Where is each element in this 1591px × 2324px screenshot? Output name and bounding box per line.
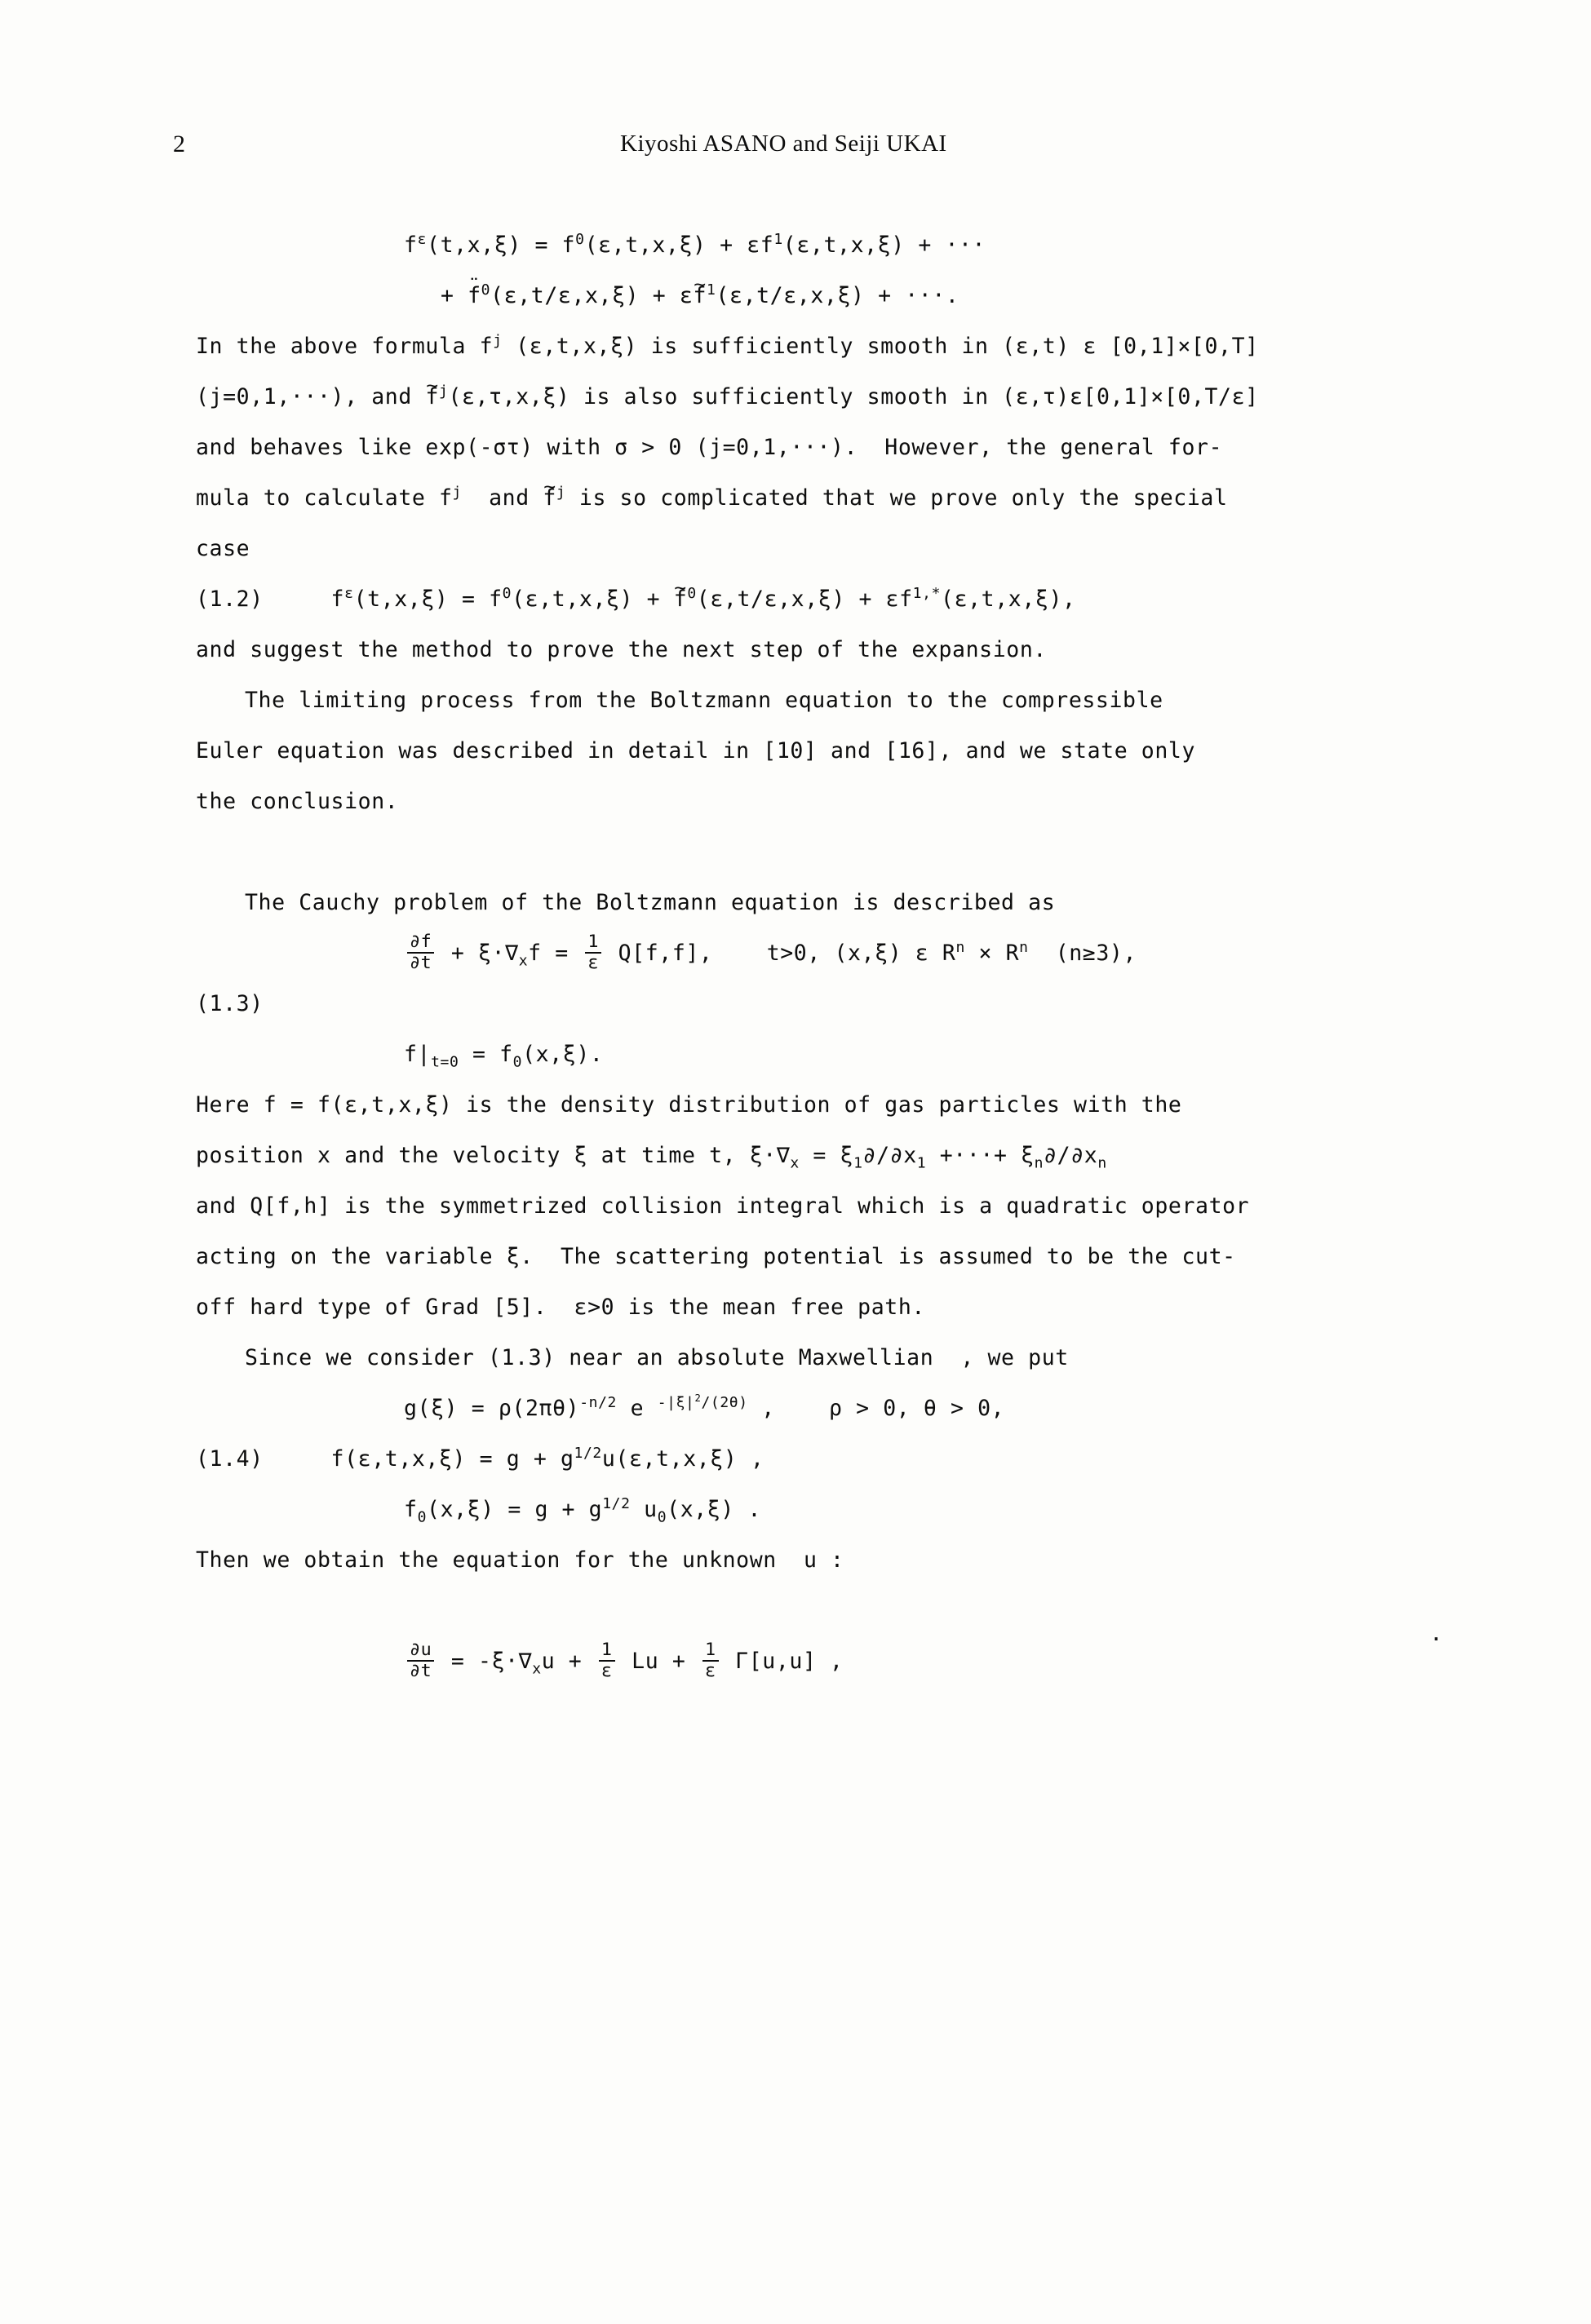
page-body-text (196, 220, 1403, 1687)
text-line: and Q[f,h] is the symmetrized collision integral which is a quadratic operator (196, 1193, 1250, 1219)
text-line: $\frac{\partial u}{\partial t}$ = $-\xi\cdot\nabla_xu$ + $\frac{1}{\varepsilon}$ Lu + $\frac{1}{\varepsilon}$ Γ[u,u] , (196, 1636, 1403, 1687)
text-line: In the above formula $f^j$ (ε,t,x,ξ) is sufficiently smooth in (ε,t) ε [0,1]×[0,T] (196, 332, 1259, 359)
text-line: $f_0(x,\xi) = g + g^{1/2}$ $u_0(x,\xi)$ . (404, 1495, 762, 1526)
text-line: off hard type of Grad [5]. ε>0 is the mean free path. (196, 1295, 925, 1320)
text-line: The limiting process from the Boltzmann equation to the compressible (245, 688, 1163, 713)
text-line: and suggest the method to prove the next step of the expansion. (196, 637, 1047, 662)
running-head: Kiyoshi ASANO and Seiji UKAI (620, 131, 947, 157)
text-line (196, 1586, 1403, 1636)
stray-ink-mark: . (1429, 1622, 1443, 1646)
text-line: Then we obtain the equation for the unknown u : (196, 1547, 844, 1573)
text-line: $g(\xi) = \rho(2\pi\theta)^{-n/2}$ e $^{-|\xi|^2/(2\theta)}$ , ρ > 0, θ > 0, (404, 1392, 1005, 1421)
text-line: and behaves like exp(-στ) with σ > 0 (j=0,1,···). However, the general for- (196, 435, 1223, 460)
text-line: $f|_{t=0} = f_0(x,\xi)$. (404, 1042, 604, 1071)
text-line: Euler equation was described in detail in [10] and [16], and we state only (196, 738, 1196, 764)
text-line: The Cauchy problem of the Boltzmann equation is described as (245, 890, 1056, 915)
text-line: the conclusion. (196, 789, 399, 814)
text-line: $\frac{\partial f}{\partial t}$ + $\xi\cdot\nabla_xf$ = $\frac{1}{\varepsilon}$ Q[f,f], t>0, (x,ξ) ε $R^n \times R^n$ (n≥3), (196, 928, 1403, 979)
text-line: (1.3) (196, 991, 264, 1016)
page-number: 2 (173, 131, 185, 157)
text-line: acting on the variable ξ. The scattering potential is assumed to be the cut- (196, 1244, 1236, 1269)
text-line (196, 827, 1403, 878)
text-line: mula to calculate $f^j$ and ~ $f^j$ is so complicated that we prove only the special (196, 473, 1403, 524)
text-line: + ¨ $f^0(\varepsilon,t/\varepsilon,x,\xi)$ + ε~ $f^1(\varepsilon,t/\varepsilon,x,\xi)$ + ···. (196, 271, 1403, 321)
text-line: position x and the velocity ξ at time t, $\xi\cdot\nabla_x = \xi_1\partial/\partial x_1$ +···+ $\xi_n\partial/\partial x_n$ (196, 1143, 1107, 1172)
text-line: (j=0,1,···), and ~ $f^j(\varepsilon,\tau,x,\xi)$ is also sufficiently smooth in (ε,τ)ε[0,1]×[0,T/ε] (196, 372, 1403, 423)
text-line: Since we consider (1.3) near an absolute Maxwellian , we put (245, 1345, 1069, 1370)
text-line: Here f = f(ε,t,x,ξ) is the density distribution of gas particles with the (196, 1092, 1182, 1118)
text-line: case (196, 536, 250, 561)
text-line: (1.2) $f^\varepsilon(t,x,\xi) = f^0(\varepsilon,t,x,\xi)$ + ~ $f^0(\varepsilon,t/\varepsilon,x,\xi) + \varepsilon f^{1,*}(\varepsilon,t,x,\xi)$, (196, 574, 1403, 625)
text-line: (1.4) $f(\varepsilon,t,x,\xi) = g + g^{1/2}u(\varepsilon,t,x,\xi)$ , (196, 1445, 764, 1472)
text-line: $f^\varepsilon(t,x,\xi) = f^0(\varepsilon,t,x,\xi) + \varepsilon f^1(\varepsilon,t,x,\xi)$ + ··· (404, 231, 986, 258)
